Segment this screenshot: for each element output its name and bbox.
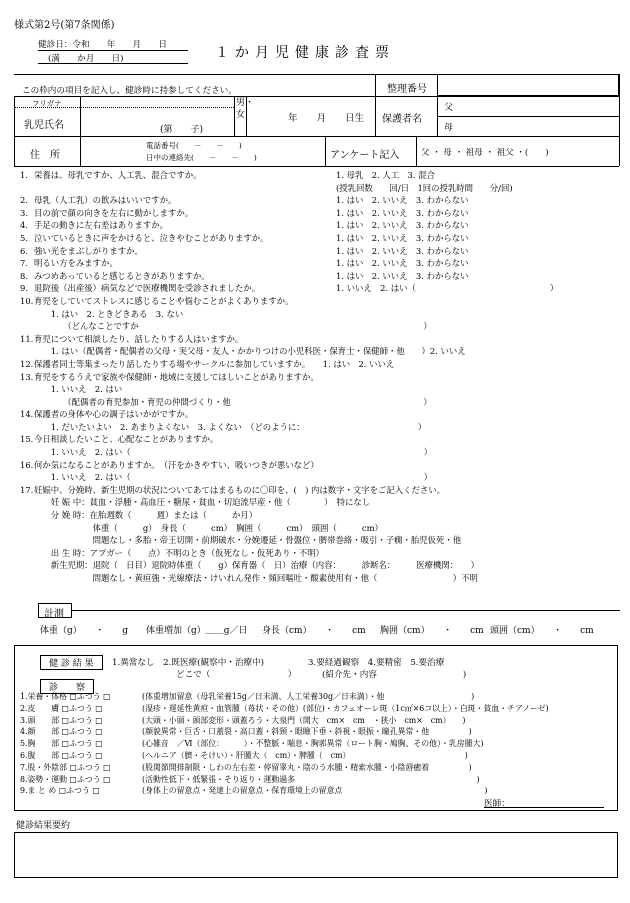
question-number: 11. [20, 333, 34, 344]
result-referral[interactable]: (紹介先・内容 ) [322, 670, 467, 680]
mother-label: 母 [444, 123, 454, 133]
question-number: 3. [20, 207, 28, 218]
finding-label[interactable]: 5.胸 部 □ふつう □ [20, 739, 103, 749]
question-number: 17. [20, 484, 34, 495]
question-text: 手足の動きに左右差はありますか。 [34, 220, 168, 231]
address-label: 住 所 [30, 150, 60, 161]
question-text: 1. はい 2. ときどきある 3. ない [34, 308, 184, 319]
question-number: 2. [20, 195, 28, 206]
finding-label[interactable]: 3.頭 部 □ふつう □ [20, 715, 103, 725]
finding-row [20, 715, 615, 727]
sex-select[interactable]: 男・女 [236, 98, 255, 120]
finding-detail[interactable]: (ヘルニア（臍・そけい）・肝腫大（ cm）・脾腫（ cm） ) [142, 750, 468, 760]
head-field[interactable]: 頭囲（cm） ・ cm [490, 626, 594, 636]
question-number: 14. [20, 409, 34, 420]
finding-row [20, 691, 615, 703]
result-where[interactable]: どこで（ ） [176, 670, 297, 680]
finding-label[interactable]: 2.皮 膚 □ふつう □ [20, 703, 103, 713]
question-number: 10. [20, 295, 34, 306]
question-text: 育児について相談したり、話したりする人はいますか。 [34, 333, 244, 344]
finding-row [20, 785, 615, 797]
finding-label[interactable]: 1.栄養・体格 □ふつう □ [20, 692, 111, 701]
question-text: （どんなことですか ） [34, 321, 432, 332]
question-text: 分 娩 時：在胎週数（ 週）または（ か月） [34, 510, 258, 521]
daytime-contact-label[interactable]: 日中の連絡先( － － ) [146, 153, 257, 162]
question-answer[interactable]: 1. はい 2. いいえ 3. わからない [336, 195, 469, 206]
question-text: 問題なし・黄疸強・光線療法・けいれん発作・頻回嘔吐・酸素使用有・他（ ）不明 [34, 573, 478, 583]
question-answer[interactable]: (授乳回数 回/日 1回の授乳時間 分/回) [336, 182, 513, 193]
question-answer[interactable]: 1. はい 2. いいえ 3. わからない [336, 258, 469, 269]
question-row [20, 183, 620, 196]
finding-detail[interactable]: (股関節開排制限・しわの左右差・停留睾丸・陰のう水腫・精索水腫・小陰唇癒着 ) [142, 762, 472, 772]
question-row [20, 497, 620, 510]
question-number: 7. [20, 258, 28, 269]
question-row [20, 208, 620, 221]
chest-field[interactable]: 胸囲（cm） ・ cm [380, 626, 484, 636]
phone-label[interactable]: 電話番号( － － ) [146, 141, 242, 150]
finding-detail[interactable]: (身体上の留意点・発達上の留意点・保育環境上の留意点 ) [142, 786, 488, 796]
form-number: 様式第2号(第7条関係) [14, 20, 115, 31]
question-number: 12. [20, 358, 34, 369]
question-row [20, 309, 620, 322]
age-at-exam: (満 か月 日) [48, 54, 124, 64]
finding-label[interactable]: 9.ま と め □ふつう □ [20, 786, 100, 796]
question-text: 1. はい（配偶者・配偶者の父母・実父母・友人・かかりつけの小児科医・保育士・保健師・他 ）2. いいえ [34, 346, 466, 357]
question-row [20, 321, 620, 334]
guardian-label: 保護者名 [382, 114, 422, 125]
question-text: 保護者同士等集まったり話したりする場やサークルに参加していますか。 1. はい 2. いいえ [34, 358, 395, 369]
finding-row [20, 762, 615, 774]
weight-gain-field[interactable]: 体重増加（g）＿＿g／日 [146, 626, 248, 636]
furigana-label: フリガナ [32, 99, 62, 108]
finding-row [20, 738, 615, 750]
question-row [20, 434, 620, 447]
question-row [20, 170, 620, 183]
summary-box[interactable] [14, 832, 618, 878]
question-text: 保護者の身体や心の調子はいかがですか。 [34, 409, 194, 420]
finding-detail[interactable]: (大頭・小頭・頭部変形・頭蓋ろう・大泉門（開大 cm× cm ・狭小 cm× cm） ) [142, 715, 466, 725]
question-row [20, 573, 620, 586]
question-row [20, 523, 620, 536]
question-text: 出 生 時：アプガー（ 点）不明のとき（仮死なし・仮死あり・不明） [34, 547, 324, 558]
question-row [20, 195, 620, 208]
question-answer[interactable]: 1. はい 2. いいえ 3. わからない [336, 232, 469, 243]
child-name-label: 乳児氏名 [24, 120, 64, 131]
question-answer[interactable]: 1. はい 2. いいえ 3. わからない [336, 207, 469, 218]
height-field[interactable]: 身長（cm） ・ cm [262, 626, 366, 636]
question-row [20, 359, 620, 372]
question-row [20, 334, 620, 347]
ref-number-label: 整理番号 [387, 84, 427, 95]
exam-date: 健診日：令和 年 月 日 [38, 40, 167, 50]
finding-row [20, 774, 615, 786]
summary-heading: 健診結果要約 [16, 821, 71, 831]
question-text: 栄養は、母乳ですか、人工乳、混合ですか。 [34, 170, 202, 180]
question-list [20, 170, 620, 586]
finding-detail[interactable]: (心雑音 ／Ⅵ（部位： ）・不整脈・喘息・胸郭異常（ロート胸・鳩胸、その他）・乳房腫大) [142, 739, 484, 749]
question-number: 6. [20, 245, 28, 256]
question-text: 退院後（出産後）病気などで医療機関を受診されましたか。 [34, 283, 261, 294]
question-text: 妊 娠 中：貧血・浮腫・高血圧・糖尿・貧血・切迫流早産・他（ ） 特になし [34, 497, 371, 508]
finding-detail[interactable]: (体重増加留意（母乳栄養15g／日未満、人工栄養30g／日未満）・他 ) [142, 692, 475, 701]
finding-detail[interactable]: (湿疹・遅延性黄疸・血管腫（苺状・その他）(部位)・カフェオーレ斑（1c㎡×6コ以上）・白斑・貧血・チアノーゼ) [142, 703, 549, 713]
finding-label[interactable]: 6.腹 部 □ふつう □ [20, 750, 103, 760]
question-number: 9. [20, 283, 28, 294]
result-options[interactable]: 1.異常なし 2.既医療(観察中・治療中) [112, 658, 265, 668]
question-number: 5. [20, 232, 28, 243]
finding-label[interactable]: 7.股・外陰部 □ふつう □ [20, 762, 111, 772]
question-row [20, 422, 620, 435]
child-name-field[interactable] [81, 107, 233, 135]
question-answer[interactable]: 1. はい 2. いいえ 3. わからない [336, 270, 469, 281]
question-row [20, 560, 620, 573]
question-number: 8. [20, 270, 28, 281]
question-row [20, 283, 620, 296]
question-text: （配偶者の育児参加・育児の仲間づくり・他 ） [34, 396, 432, 407]
question-row [20, 233, 620, 246]
question-text: 明るい方をみますか。 [34, 258, 118, 269]
birth-order: (第 子) [160, 125, 204, 135]
finding-row [20, 726, 615, 738]
father-label: 父 [444, 103, 454, 113]
finding-detail[interactable]: (顔貌異常・巨舌・口蓋裂・高口蓋・斜頸・眼瞼下垂・斜視・眼振・瞳孔異常・他 ) [142, 727, 472, 737]
question-text: 何か気になることがありますか。 （汗をかきやすい、吸いつきが悪いなど） [34, 459, 319, 470]
question-answer[interactable]: 1. はい 2. いいえ 3. わからない [336, 245, 469, 256]
question-row [20, 535, 620, 548]
weight-field[interactable]: 体重（g） ・ g [40, 626, 129, 636]
question-text: 強い光をまぶしがりますか。 [34, 245, 143, 256]
instruction-text: この枠内の項目を記入し、健診時に持参してください。 [22, 86, 237, 96]
question-row [20, 460, 620, 473]
survey-label: アンケート記入 [330, 150, 400, 161]
question-row [20, 271, 620, 284]
question-text: 問題なし・多胎・帝王切開・前期破水・分娩遷延・骨盤位・臍帯巻絡・吸引・子癇・胎児仮死・他 [34, 535, 462, 546]
question-text: 1. いいえ 2. はい [34, 384, 123, 395]
finding-row [20, 750, 615, 762]
question-number: 13. [20, 371, 34, 382]
question-row [20, 447, 620, 460]
question-answer[interactable]: 1. いいえ 2. はい（ ） [336, 283, 559, 294]
question-number: 4. [20, 220, 28, 231]
birth-date[interactable]: 年 月 日生 [288, 113, 365, 124]
findings-list [20, 691, 615, 797]
measurement-heading: 計測 [44, 609, 64, 620]
doctor-label: 医師： [484, 799, 510, 809]
question-text: 体重（ g） 身長（ cm） 胸囲（ cm） 頭囲（ cm） [34, 522, 383, 533]
question-row [20, 258, 620, 271]
question-text: 妊娠中、分娩時、新生児期の状況についてあてはまるものに〇印を、( ) 内は数字・文字をご記入ください。 [34, 484, 446, 495]
question-row [20, 409, 620, 422]
question-row [20, 397, 620, 410]
question-text: 新生児期：退院（ 日目）退院時体重（ g）保育器（ 日）治療（内容： 診断名： 医療機関： ） [34, 560, 480, 571]
survey-respondent-options[interactable]: 父 ・ 母 ・ 祖母 ・ 祖父 ・( ) [421, 148, 549, 158]
question-row [20, 384, 620, 397]
result-heading: 健 診 結 果 [40, 655, 103, 670]
question-text: 母乳（人工乳）の飲みはいいですか。 [34, 195, 177, 206]
question-row [20, 510, 620, 523]
question-row [20, 548, 620, 561]
finding-detail[interactable]: (活動性低下・低緊張・そり返り・運動過多 ) [142, 774, 480, 784]
question-row [20, 220, 620, 233]
question-text: 1. いいえ 2. はい（ ） [34, 472, 433, 483]
question-row [20, 372, 620, 385]
page-title: １か月児健康診査票 [215, 45, 395, 61]
question-answer[interactable]: 1. 母乳 2. 人工 3. 混合 [336, 170, 435, 180]
finding-label[interactable]: 8.姿勢・運動 □ふつう □ [20, 774, 111, 784]
question-text: 1. いいえ 2. はい（ ） [34, 447, 433, 458]
finding-label[interactable]: 4.顔 部 □ふつう □ [20, 727, 103, 737]
question-text: みつめあっていると感じるときがありますか。 [34, 270, 210, 281]
question-text: 泣いているときに声をかけると、泣きやむことがありますか。 [34, 232, 269, 243]
question-text: 1. だいたいよい 2. あまりよくない 3. よくない （どのように： ） [34, 421, 427, 432]
question-row [20, 346, 620, 359]
question-text: 目の前で顔の向きを左右に動かしますか。 [34, 207, 194, 218]
question-text: 今日相談したいこと、心配なことがありますか。 [34, 434, 219, 445]
question-row [20, 485, 620, 498]
exam-heading: 診 察 [40, 679, 94, 694]
question-answer[interactable]: 1. はい 2. いいえ 3. わからない [336, 220, 469, 231]
question-row [20, 296, 620, 309]
question-row [20, 246, 620, 259]
result-options-2[interactable]: 3.要経過観察 4.要精密 5.要治療 [308, 658, 445, 668]
question-number: 1. [20, 170, 28, 180]
ref-number-field[interactable] [437, 74, 619, 96]
finding-row [20, 703, 615, 715]
question-row [20, 472, 620, 485]
question-number: 16. [20, 459, 34, 470]
question-number: 15. [20, 434, 34, 445]
question-text: 育児をするうえで家族や保健師・地域に支援してほしいことがありますか。 [34, 371, 319, 382]
question-text: 育児をしていてストレスに感じることや悩むことがよくありますか。 [34, 295, 294, 306]
